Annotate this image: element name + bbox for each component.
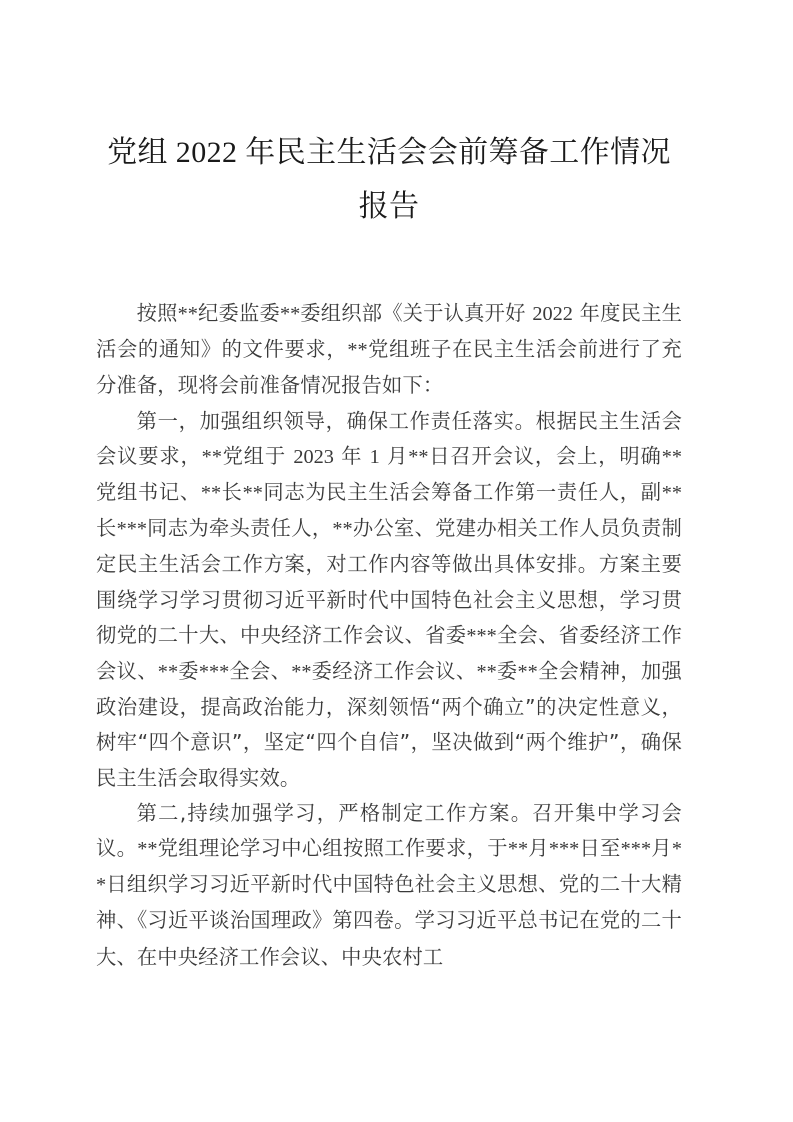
paragraph-section-two: 第二,持续加强学习，严格制定工作方案。召开集中学习会议。**党组理论学习中心组按照工作要求，于**月***日至***月**日组织学习习近平新时代中国特色社会主义思想、党的二十大精神、《习近平谈治国理政》第四卷。学习习近平总书记在党的二十大、在中央经济工作会议、中央农村工 [96,800,682,969]
paragraph-intro: 按照**纪委监委**委组织部《关于认真开好 2022 年度民主生活会的通知》的文件要求，**党组班子在民主生活会前进行了充分准备，现将会前准备情况报告如下： [96,301,682,398]
page-title-line-2: 报告 [358,190,420,223]
page-title-line-1: 党组 2022 年民主生活会会前筹备工作情况 [107,136,671,169]
paragraph-section-one: 第一，加强组织领导，确保工作责任落实。根据民主生活会会议要求，**党组于 2023 年 1 月**日召开会议，会上，明确**党组书记、**长**同志为民主生活会筹备工作第一责任人，副**长***同志为牵头责任人，**办公室、党建办相关工作人员负责制定民主生活会工作方案，对工作内容等做出具体安排。方案主要围绕学习学习贯彻习近平新时代中国特色社会主义思想，学习贯彻党的二十大、中央经济工作会议、省委***全会、省委经济工作会议、**委***全会、**委经济工作会议、**委**全会精神，加强政治建设，提高政治能力，深刻领悟“两个确立”的决定性意义，树牢“四个意识”，坚定“四个自信”，坚决做到“两个维护”，确保民主生活会取得实效。 [96,408,683,790]
document-body [96,126,682,975]
title-spacer [96,234,682,296]
page-title [96,126,682,234]
